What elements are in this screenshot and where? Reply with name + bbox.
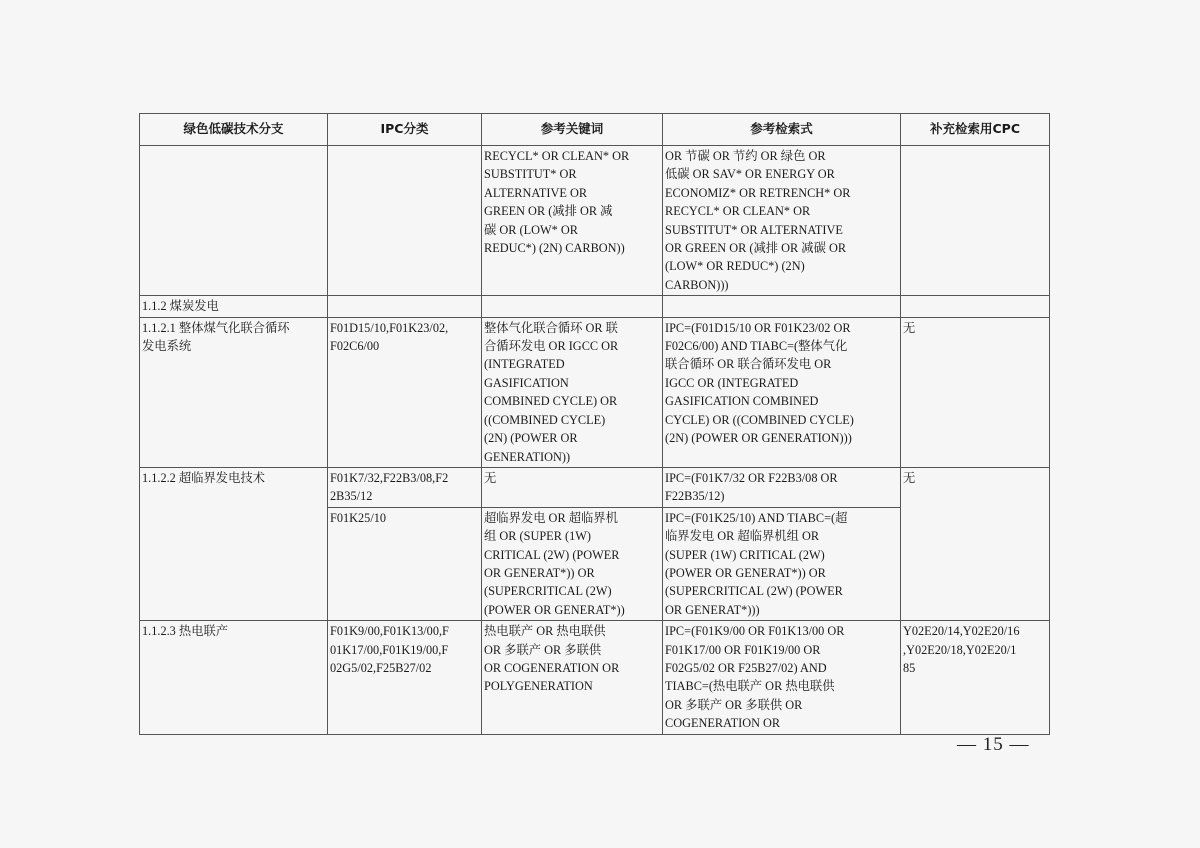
header-cpc: 补充检索用CPC [901, 114, 1050, 146]
cpc-cell [901, 146, 1050, 296]
ipc-cell: F01K7/32,F22B3/08,F2 2B35/12 [328, 467, 482, 507]
table-row [140, 296, 1050, 317]
cpc-cell: Y02E20/14,Y02E20/16 ,Y02E20/18,Y02E20/1 85 [901, 621, 1050, 734]
branch-cell: 1.1.2 煤炭发电 [140, 296, 328, 317]
query-cell: IPC=(F01D15/10 OR F01K23/02 OR F02C6/00) AND TIABC=(整体气化 联合循环 OR 联合循环发电 OR IGCC OR (INTEGRATED GASIFICATION COMBINED CYCLE) OR ((COMBINED CYCLE) (2N) (POWER OR GENERATION))) [663, 317, 901, 467]
table-row [140, 146, 1050, 296]
ipc-cell [328, 296, 482, 317]
keywords-cell: RECYCL* OR CLEAN* OR SUBSTITUT* OR ALTERNATIVE OR GREEN OR (减排 OR 减 碳 OR (LOW* OR REDUC*) (2N) CARBON)) [482, 146, 663, 296]
page-number: — 15 — [957, 734, 1030, 755]
query-cell: IPC=(F01K7/32 OR F22B3/08 OR F22B35/12) [663, 467, 901, 507]
query-cell [663, 296, 901, 317]
ipc-cell: F01K25/10 [328, 507, 482, 620]
header-keywords: 参考关键词 [482, 114, 663, 146]
query-cell: IPC=(F01K25/10) AND TIABC=(超 临界发电 OR 超临界机组 OR (SUPER (1W) CRITICAL (2W) (POWER OR GENERAT*)) OR (SUPERCRITICAL (2W) (POWER OR GENERAT*))) [663, 507, 901, 620]
branch-cell: 1.1.2.1 整体煤气化联合循环 发电系统 [140, 317, 328, 467]
keywords-cell: 整体气化联合循环 OR 联 合循环发电 OR IGCC OR (INTEGRATED GASIFICATION COMBINED CYCLE) OR ((COMBINED CYCLE) (2N) (POWER OR GENERATION)) [482, 317, 663, 467]
header-ipc: IPC分类 [328, 114, 482, 146]
query-cell: OR 节碳 OR 节约 OR 绿色 OR 低碳 OR SAV* OR ENERGY OR ECONOMIZ* OR RETRENCH* OR RECYCL* OR CLEAN* OR SUBSTITUT* OR ALTERNATIVE OR GREEN OR (减排 OR 减碳 OR (LOW* OR REDUC*) (2N) CARBON))) [663, 146, 901, 296]
table-row [140, 467, 1050, 507]
keywords-cell: 超临界发电 OR 超临界机 组 OR (SUPER (1W) CRITICAL (2W) (POWER OR GENERAT*)) OR (SUPERCRITICAL (2W) (POWER OR GENERAT*)) [482, 507, 663, 620]
keywords-cell: 热电联产 OR 热电联供 OR 多联产 OR 多联供 OR COGENERATION OR POLYGENERATION [482, 621, 663, 734]
ipc-cell: F01D15/10,F01K23/02, F02C6/00 [328, 317, 482, 467]
cpc-cell [901, 296, 1050, 317]
cpc-cell: 无 [901, 467, 1050, 620]
header-branch: 绿色低碳技术分支 [140, 114, 328, 146]
classification-table [139, 113, 1050, 735]
keywords-cell: 无 [482, 467, 663, 507]
table-header-row [140, 114, 1050, 146]
query-cell: IPC=(F01K9/00 OR F01K13/00 OR F01K17/00 OR F01K19/00 OR F02G5/02 OR F25B27/02) AND TIABC=(热电联产 OR 热电联供 OR 多联产 OR 多联供 OR COGENERATION OR [663, 621, 901, 734]
ipc-cell: F01K9/00,F01K13/00,F 01K17/00,F01K19/00,F 02G5/02,F25B27/02 [328, 621, 482, 734]
branch-cell [140, 146, 328, 296]
cpc-cell: 无 [901, 317, 1050, 467]
table-row [140, 621, 1050, 734]
keywords-cell [482, 296, 663, 317]
ipc-cell [328, 146, 482, 296]
branch-cell: 1.1.2.2 超临界发电技术 [140, 467, 328, 620]
branch-cell: 1.1.2.3 热电联产 [140, 621, 328, 734]
table-row [140, 317, 1050, 467]
header-query: 参考检索式 [663, 114, 901, 146]
